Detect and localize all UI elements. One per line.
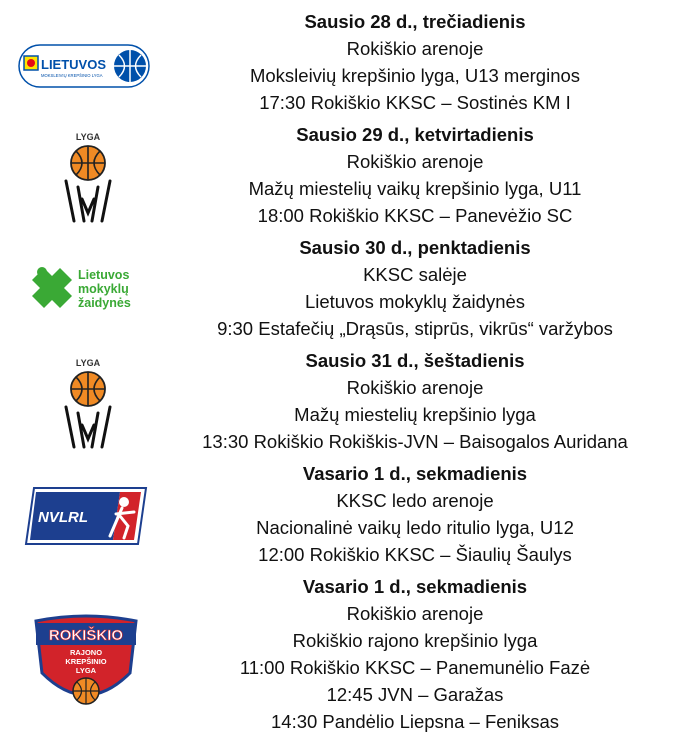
event-venue: Rokiškio arenoje <box>346 38 484 59</box>
rokiskio-logo-line-3: LYGA <box>75 666 97 675</box>
rokiskio-rajono-krepsinio-lyga-logo <box>32 613 140 716</box>
rokiskio-logo-line-2: KREPŠINIO <box>65 657 107 666</box>
event-venue: KKSC salėje <box>363 264 467 285</box>
nvlrl-logo-text: NVLRL <box>38 509 88 526</box>
event-game: 11:00 Rokiškio KKSC – Panemunėlio Fazė <box>239 657 591 678</box>
lidl-logo-subtext: MOKSLEIVIŲ KREPŠINIO LYGA <box>41 73 103 78</box>
event-date: Sausio 30 d., penktadienis <box>299 237 531 258</box>
event-venue: Rokiškio arenoje <box>346 151 484 172</box>
event-game: 18:00 Rokiškio KKSC – Panevėžio SC <box>257 205 573 226</box>
event-venue: KKSC ledo arenoje <box>336 490 494 511</box>
rokiskio-logo-title: ROKIŠKIO <box>48 627 124 644</box>
event-league: Moksleivių krepšinio lyga, U13 merginos <box>249 65 581 86</box>
logo-line-1: Lietuvos <box>78 268 130 282</box>
event-game: 14:30 Pandėlio Liepsna – Feniksas <box>271 711 559 732</box>
event-date: Vasario 1 d., sekmadienis <box>302 576 528 597</box>
event-5-text <box>170 460 660 568</box>
event-game: 9:30 Estafečių „Drąsūs, stiprūs, vikrūs“ varžybos <box>217 318 613 339</box>
event-venue: Rokiškio arenoje <box>346 603 484 624</box>
event-2-text <box>170 121 660 229</box>
logo-line-2: mokyklų <box>78 282 129 296</box>
event-6-text <box>170 573 660 735</box>
event-date: Sausio 28 d., trečiadienis <box>304 11 526 32</box>
event-1-text <box>170 8 660 116</box>
logo-line-3: žaidynės <box>78 296 131 310</box>
event-game: 12:00 Rokiškio KKSC – Šiaulių Šaulys <box>258 544 572 565</box>
event-league: Mažų miestelių krepšinio lyga <box>294 404 536 425</box>
lyga-logo-text: LYGA <box>75 132 101 142</box>
event-date: Vasario 1 d., sekmadienis <box>302 463 528 484</box>
lyga-basketball-logo <box>60 355 116 456</box>
lidl-lietuvos-mkl-logo <box>18 44 150 93</box>
nvlrl-logo <box>24 486 148 551</box>
event-4-text <box>170 347 660 455</box>
lietuvos-mokyklu-zaidynes-logo <box>28 264 148 321</box>
lyga-logo-text: LYGA <box>75 358 101 368</box>
event-league: Mažų miestelių vaikų krepšinio lyga, U11 <box>248 178 582 199</box>
event-3-text <box>170 234 660 342</box>
event-league: Rokiškio rajono krepšinio lyga <box>292 630 538 651</box>
event-game: 13:30 Rokiškio Rokiškis-JVN – Baisogalos Auridana <box>202 431 628 452</box>
event-date: Sausio 31 d., šeštadienis <box>305 350 525 371</box>
event-game: 17:30 Rokiškio KKSC – Sostinės KM I <box>259 92 571 113</box>
lidl-logo-text: LIETUVOS <box>41 57 107 72</box>
event-game: 12:45 JVN – Garažas <box>326 684 504 705</box>
lyga-basketball-logo <box>60 129 116 230</box>
event-league: Nacionalinė vaikų ledo ritulio lyga, U12 <box>256 517 574 538</box>
event-league: Lietuvos mokyklų žaidynės <box>304 291 526 312</box>
rokiskio-logo-line-1: RAJONO <box>69 648 103 657</box>
event-date: Sausio 29 d., ketvirtadienis <box>296 124 534 145</box>
event-venue: Rokiškio arenoje <box>346 377 484 398</box>
